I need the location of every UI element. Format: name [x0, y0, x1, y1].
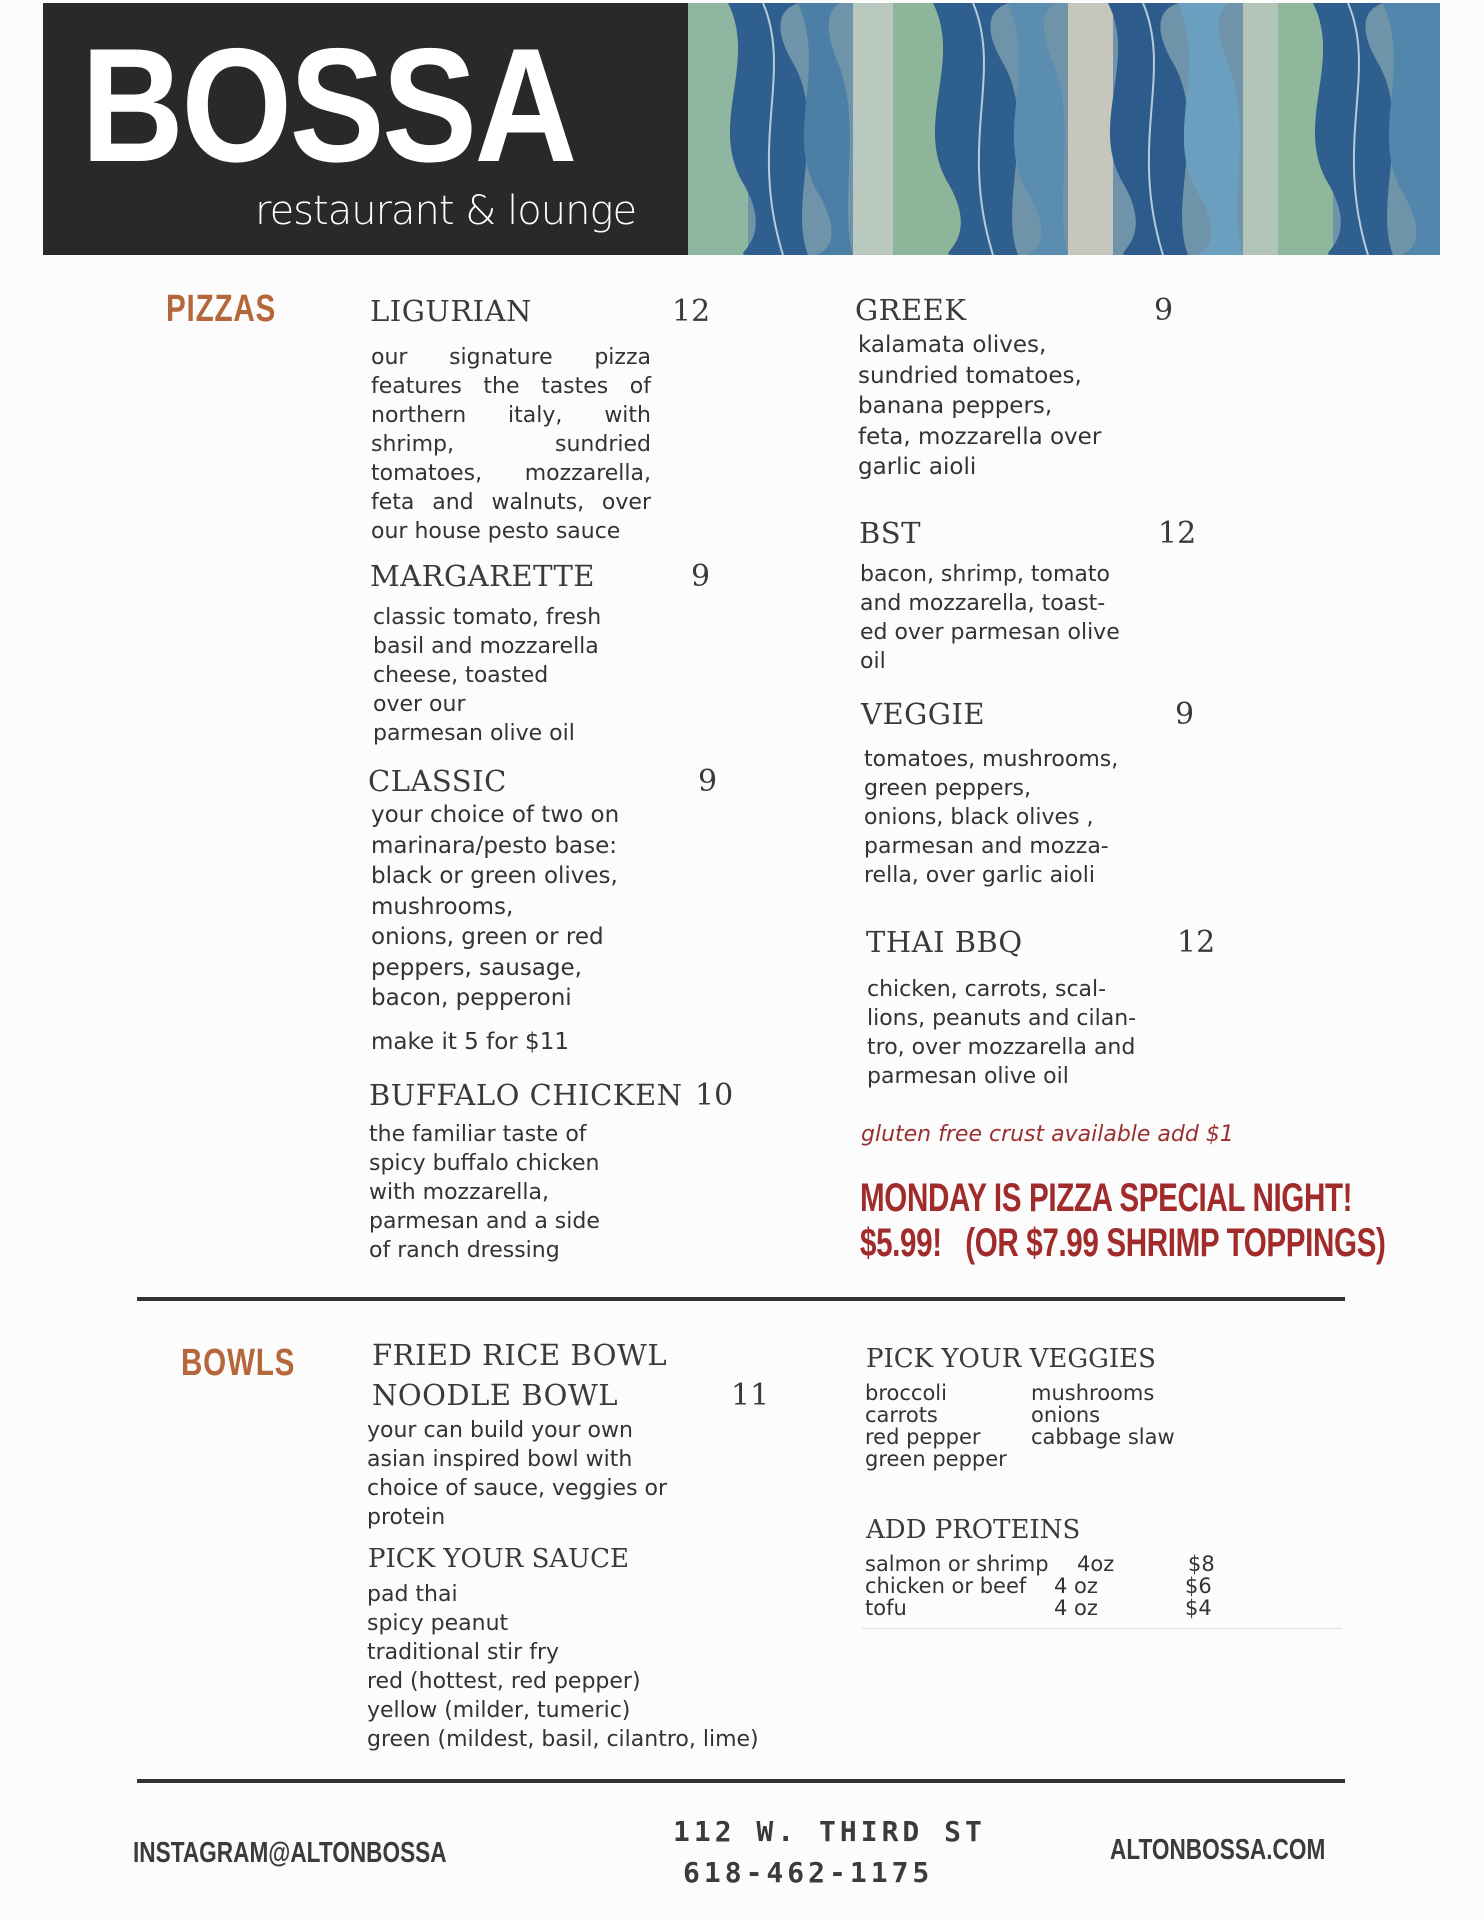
item-name-veggie: VEGGIE [861, 697, 986, 731]
special-night-line2: $5.99! (OR $7.99 SHRIMP TOPPINGS) [860, 1221, 1386, 1265]
address: 112 W. THIRD ST [673, 1815, 986, 1848]
veggies-list-col1: broccoli carrots red pepper green pepper [865, 1381, 1007, 1471]
item-price-greek: 9 [1154, 293, 1174, 328]
item-name-bst: BST [859, 516, 922, 550]
item-desc-veggie: tomatoes, mushrooms, green peppers, onions, black olives , parmesan and mozza- rella, over garlic aioli [864, 747, 1119, 888]
item-price-buffalo-chicken: 10 [695, 1078, 734, 1113]
item-price-bst: 12 [1158, 516, 1197, 551]
protein-size: 4 oz [1054, 1596, 1098, 1620]
protein-name: tofu [865, 1596, 907, 1620]
proteins-heading: ADD PROTEINS [866, 1515, 1081, 1545]
section-label-pizzas: PIZZAS [166, 288, 277, 330]
logo-block [43, 3, 688, 255]
veggies-list-col2: mushrooms onions cabbage slaw [1031, 1381, 1175, 1449]
special-night-line1: MONDAY IS PIZZA SPECIAL NIGHT! [860, 1176, 1353, 1220]
item-name-ligurian: LIGURIAN [370, 294, 532, 328]
item-desc-margarette: classic tomato, fresh basil and mozzarella cheese, toasted over our parmesan olive oil [373, 605, 602, 746]
website-link[interactable]: ALTONBOSSA.COM [1110, 1834, 1326, 1866]
veggies-heading: PICK YOUR VEGGIES [866, 1344, 1156, 1374]
proteins-table [865, 1553, 1345, 1623]
item-desc-thai-bbq: chicken, carrots, scal- lions, peanuts and cilan- tro, over mozzarella and parmesan olive oil [867, 977, 1137, 1089]
item-desc-classic: your choice of two on marinara/pesto base: black or green olives, mushrooms, onions, green or red peppers, sausage, bacon, pepperoni [371, 802, 620, 1011]
item-desc-ligurian: our signature pizza features the tastes of northern italy, with shrimp, sundried tomatoes, mozzarella, feta and walnuts, over our house pesto sauce [371, 345, 651, 544]
section-divider-top [137, 1297, 1345, 1301]
bowl-name-noodle: NOODLE BOWL [372, 1378, 619, 1412]
item-note-classic: make it 5 for $11 [371, 1029, 569, 1055]
item-name-thai-bbq: THAI BBQ [866, 925, 1023, 959]
brand-name: BOSSA [81, 15, 575, 196]
section-label-bowls: BOWLS [181, 1342, 296, 1384]
gluten-free-note: gluten free crust available add $1 [861, 1122, 1234, 1147]
item-price-ligurian: 12 [672, 294, 711, 329]
protein-name: salmon or shrimp [865, 1552, 1049, 1576]
bowl-desc: your can build your own asian inspired bowl with choice of sauce, veggies or protein [367, 1418, 668, 1530]
brand-tagline: restaurant & lounge [255, 188, 637, 234]
item-desc-greek: kalamata olives, sundried tomatoes, banana peppers, feta, mozzarella over garlic aioli [858, 332, 1102, 480]
item-price-thai-bbq: 12 [1177, 925, 1216, 960]
phone-number: 618-462-1175 [683, 1856, 934, 1889]
item-name-classic: CLASSIC [368, 764, 507, 798]
protein-size: 4 oz [1054, 1574, 1098, 1598]
protein-price: $8 [1188, 1552, 1215, 1576]
protein-price: $6 [1185, 1574, 1212, 1598]
item-desc-buffalo-chicken: the familiar taste of spicy buffalo chicken with mozzarella, parmesan and a side of ranch dressing [369, 1122, 600, 1263]
item-name-buffalo-chicken: BUFFALO CHICKEN [369, 1078, 683, 1112]
header-banner [43, 3, 1440, 255]
protein-price: $4 [1185, 1596, 1212, 1620]
item-name-greek: GREEK [855, 293, 967, 327]
instagram-handle: INSTAGRAM@ALTONBOSSA [133, 1837, 447, 1869]
bowl-price: 11 [731, 1378, 770, 1413]
section-divider-bottom [137, 1779, 1345, 1783]
sauce-list: pad thai spicy peanut traditional stir fry red (hottest, red pepper) yellow (milder, tumeric) green (mildest, basil, cilantro, lime) [367, 1582, 759, 1752]
bowl-name-fried-rice: FRIED RICE BOWL [372, 1338, 668, 1372]
sauce-heading: PICK YOUR SAUCE [368, 1544, 629, 1574]
protein-name: chicken or beef [865, 1574, 1027, 1598]
item-name-margarette: MARGARETTE [370, 559, 595, 593]
item-desc-bst: bacon, shrimp, tomato and mozzarella, toast- ed over parmesan olive oil [860, 562, 1120, 674]
item-price-veggie: 9 [1175, 697, 1195, 732]
item-price-classic: 9 [698, 764, 718, 799]
item-price-margarette: 9 [691, 559, 711, 594]
wave-pattern-image [688, 3, 1440, 255]
proteins-underline [862, 1628, 1342, 1629]
protein-size: 4oz [1077, 1552, 1115, 1576]
